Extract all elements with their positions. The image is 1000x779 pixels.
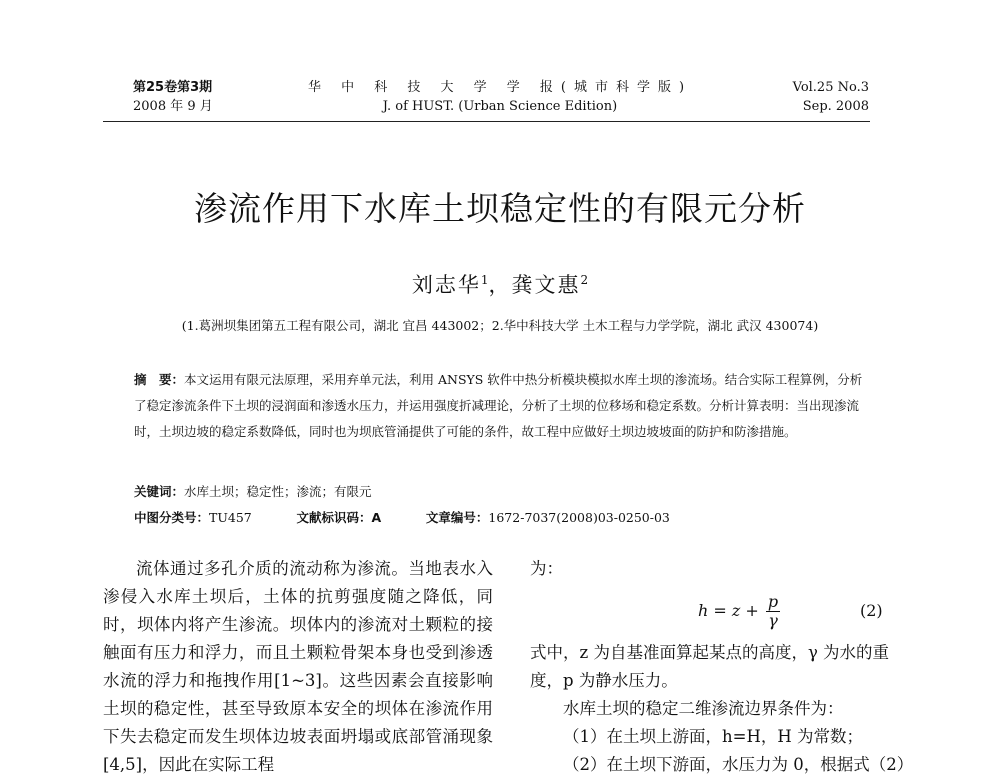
vol-no: Vol.25 No.3 <box>792 80 869 95</box>
clc-value: TU457 <box>209 510 252 525</box>
article-no-value: 1672-7037(2008)03-0250-03 <box>488 510 670 525</box>
abstract-label: 摘 要： <box>134 372 185 387</box>
formula-denominator: γ <box>768 611 778 630</box>
author-separator: ， <box>488 273 512 297</box>
author-2: 龚文惠 <box>511 273 581 297</box>
formula-fraction <box>766 593 780 630</box>
header-rule <box>103 121 870 122</box>
boundary-condition-1: （1）在土坝上游面，h=H，H 为常数； <box>563 727 863 746</box>
keywords-text: 水库土坝；稳定性；渗流；有限元 <box>184 484 372 499</box>
journal-name-en: J. of HUST. (Urban Science Edition) <box>382 99 618 114</box>
keywords <box>134 482 372 500</box>
doc-code-value: A <box>371 510 382 525</box>
affiliations: (1.葛洲坝集团第五工程有限公司，湖北 宜昌 443002；2.华中科技大学 土木工程与力学学院，湖北 武汉 430074) <box>181 318 819 333</box>
keywords-label: 关键词： <box>134 484 185 499</box>
formula-lhs: h = z + <box>698 601 759 620</box>
author-1-sup: 1 <box>480 273 489 287</box>
equation-number: (2) <box>860 601 883 620</box>
journal-vol-en <box>793 78 869 116</box>
abstract <box>134 367 872 445</box>
formula-intro: 为： <box>530 559 563 578</box>
body-paragraph: 流体通过多孔介质的流动称为渗流。当地表水入渗侵入水库土坝后，土体的抗剪强度随之降低，同时，坝体内将产生渗流。坝体内的渗流对土颗粒的接触面有压力和浮力，而且土颗粒骨架本身也受到渗透水流的浮力和拖拽作用[1~3]。这些因素会直接影响土坝的稳定性，甚至导致原本安全的坝体在渗流作用下失去稳定而发生坝体边坡表面坍塌或底部管涌现象[4,5]，因此在实际工程 <box>103 559 493 774</box>
body-left-column <box>103 555 493 779</box>
classification-line <box>134 508 670 526</box>
journal-name-cn: 华 中 科 技 大 学 学 报(城市科学版) <box>307 80 693 95</box>
journal-name <box>300 78 700 116</box>
publication-date: 2008 年 9 月 <box>133 99 213 114</box>
abstract-text: 本文运用有限元法原理，采用弃单元法，利用 ANSYS 软件中热分析模块模拟水库土坝的渗流场。结合实际工程算例，分析了稳定渗流条件下土坝的浸润面和渗透水压力，并运用强度折减理论，分析了土坝的位移场和稳定系数。分析计算表明：当出现渗流时，土坝边坡的稳定系数降低，同时也为坝底管涌提供了可能的条件，故工程中应做好土坝边坡坡面的防护和防渗措施。 <box>134 372 863 439</box>
formula-2 <box>698 593 780 630</box>
author-1: 刘志华 <box>411 273 481 297</box>
boundary-intro: 水库土坝的稳定二维渗流边界条件为： <box>563 699 844 718</box>
formula-explanation: 式中，z 为自基准面算起某点的高度，γ 为水的重度，p 为静水压力。 <box>530 643 890 690</box>
volume-issue: 第25卷第3期 <box>133 80 213 95</box>
journal-volume-issue <box>133 78 213 116</box>
paper-title: 渗流作用下水库土坝稳定性的有限元分析 <box>194 189 806 228</box>
article-no-label: 文章编号： <box>425 510 489 525</box>
doc-code-label: 文献标识码： <box>296 510 372 525</box>
formula-numerator: p <box>767 592 779 611</box>
boundary-condition-2: （2）在土坝下游面，水压力为 0，根据式（2） <box>563 755 914 774</box>
author-2-sup: 2 <box>580 273 589 287</box>
date-en: Sep. 2008 <box>802 99 869 114</box>
clc-label: 中图分类号： <box>134 510 210 525</box>
author-line <box>300 269 700 299</box>
body-right-column <box>530 555 914 779</box>
